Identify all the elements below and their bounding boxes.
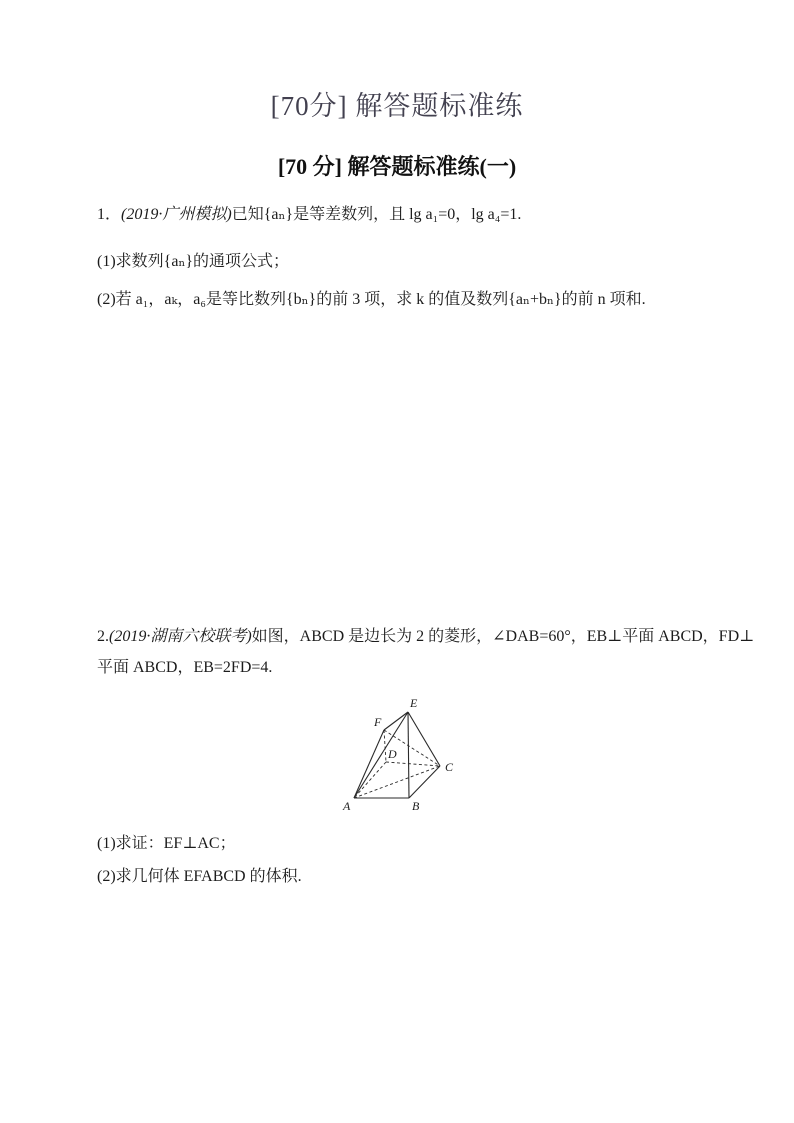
problem-2-part-2: (2)求几何体 EFABCD 的体积. [97, 868, 302, 885]
edge-bc [409, 766, 440, 798]
problem-2-part-1: (1)求证：EF⊥AC； [97, 835, 236, 852]
edge-eb [408, 712, 409, 798]
edge-fd-dashed [384, 730, 386, 762]
problem-1-source: (2019·广州模拟) [121, 206, 232, 223]
solid-efabcd-diagram [340, 695, 470, 820]
section-title: [70 分] 解答题标准练(一) [277, 154, 517, 179]
edge-dc-dashed [386, 762, 440, 766]
problem-1-part-2: (2)若 a₁，aₖ，a₆是等比数列{bₙ}的前 3 项，求 k 的值及数列{aₙ+bₙ}的前 n 项和. [97, 291, 646, 308]
doc-title: [70分] 解答题标准练 [270, 91, 524, 121]
edge-ef [384, 712, 408, 730]
vertex-label-d: D [388, 747, 397, 761]
vertex-label-e: E [410, 696, 418, 710]
problem-1-stem-text: 已知{aₙ}是等差数列，且 lg a₁=0，lg a₄=1. [231, 206, 522, 223]
edge-da-dashed [354, 762, 386, 798]
edge-fa [354, 730, 384, 798]
problem-2-source: (2019·湖南六校联考) [109, 628, 252, 645]
problem-1-number: 1． [97, 206, 122, 223]
problem-1-stem [97, 205, 521, 225]
edge-ac-dashed [354, 766, 440, 798]
vertex-label-c: C [445, 760, 454, 774]
problem-2-number: 2. [97, 628, 109, 645]
problem-2-stem-text: 如图，ABCD 是边长为 2 的菱形，∠DAB=60°，EB⊥平面 ABCD，FD⊥ [251, 628, 755, 645]
vertex-label-a: A [343, 799, 351, 813]
edge-ce [408, 712, 440, 766]
vertex-label-f: F [374, 715, 382, 729]
vertex-label-b: B [412, 799, 420, 813]
problem-2-stem-line-2: 平面 ABCD，EB=2FD=4. [97, 659, 273, 676]
problem-2-stem-line-1 [97, 627, 754, 647]
geometry-figure [340, 695, 470, 820]
problem-1-part-1: (1)求数列{aₙ}的通项公式； [97, 253, 290, 270]
